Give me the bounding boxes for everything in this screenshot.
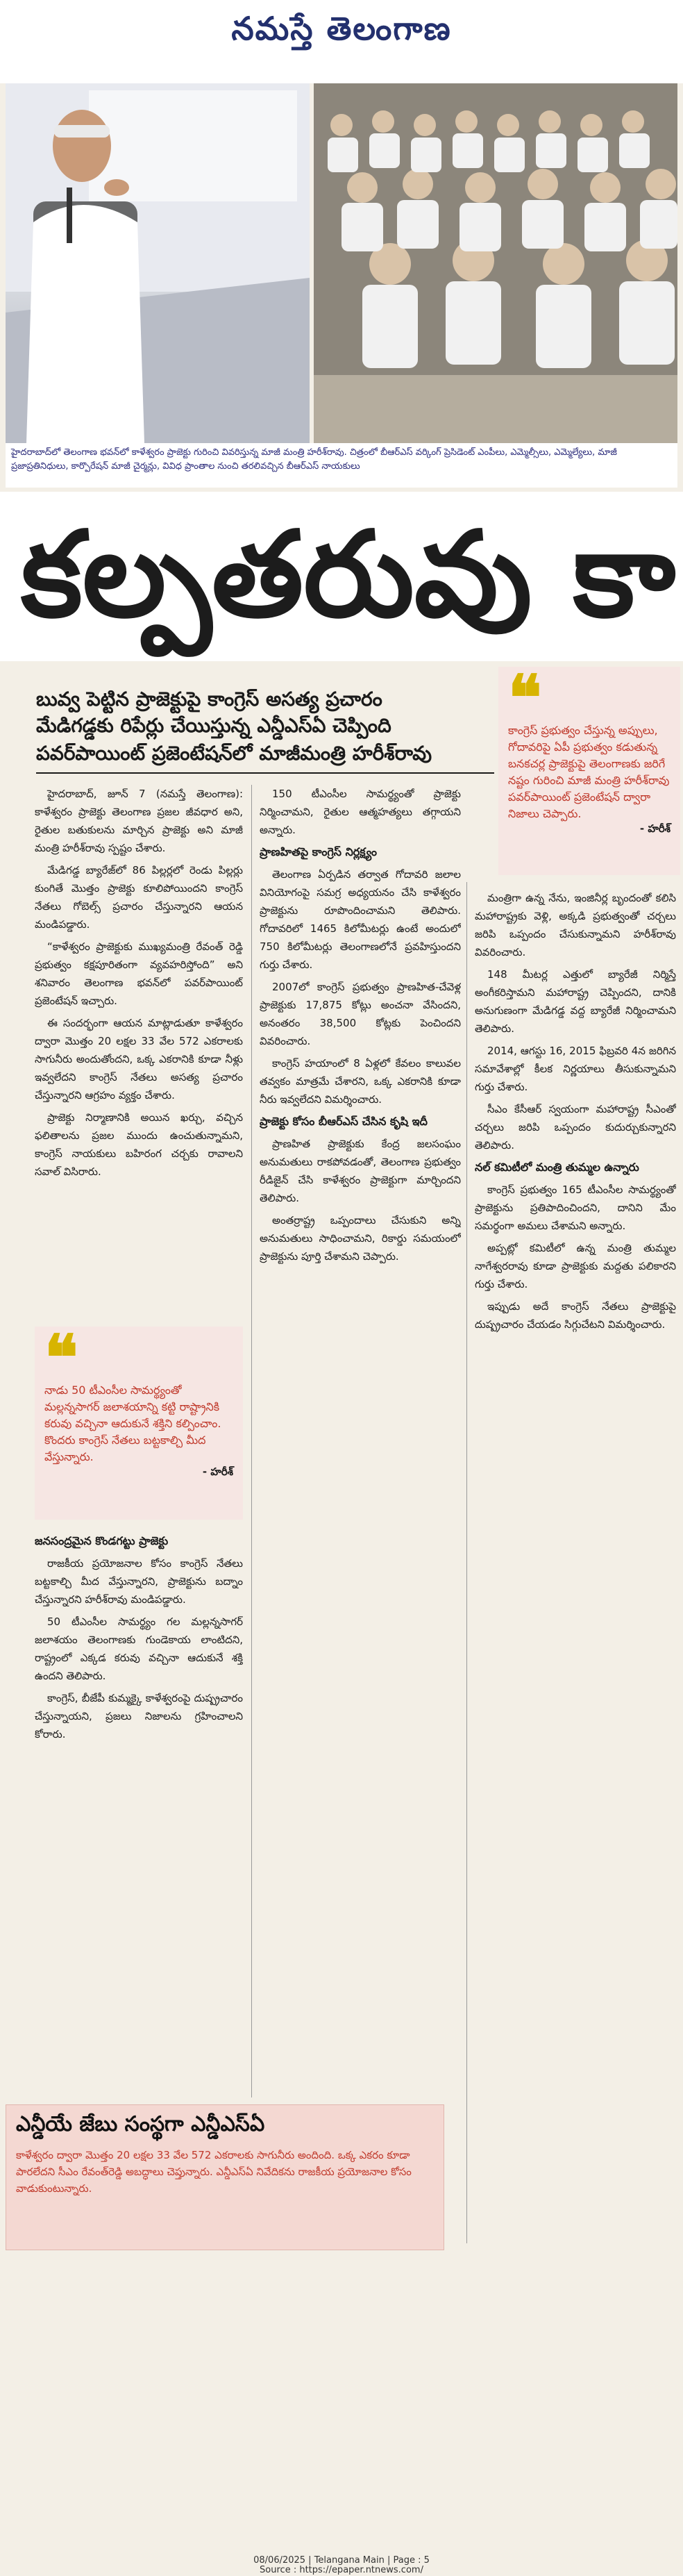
footer-source-link[interactable]: Source : https://epaper.ntnews.com/: [260, 2565, 423, 2575]
pull-quote-mid-author: - హరీశ్: [202, 1465, 233, 1478]
nda-sidebar-box: [6, 2104, 444, 2250]
column-divider-2: [466, 882, 467, 2243]
headline-banner: [0, 492, 683, 661]
pull-quote-top-author: - హరీశ్: [639, 822, 671, 835]
paragraph: మంత్రిగా ఉన్న నేను, ఇంజినీర్ల బృందంతో కలిసి మహారాష్ట్రకు వెళ్లి, అక్కడి ప్రభుత్వంతో చర్చలు జరిపి ఒప్పందం చేసుకున్నామని హరీశ్‌రావు వివరించారు.: [475, 892, 676, 958]
paragraph: 50 టీఎంసీల సామర్థ్యం గల మల్లన్నసాగర్ జలాశయం తెలంగాణకు గుండెకాయ లాంటిదని, రాష్ట్రంలో ఎక్కడ కరువు వచ్చినా ఆదుకునే శక్తి ఉందని తెలిపారు.: [35, 1615, 243, 1682]
paragraph: ప్రాణహిత ప్రాజెక్టుకు కేంద్ర జలసంఘం అనుమతులు రాకపోవడంతో, తెలంగాణ ప్రభుత్వం రీడిజైన్ చేసి కాళేశ్వరం ప్రాజెక్టుగా మార్చిందని తెలిపారు.: [260, 1138, 461, 1204]
speaker-photo-illustration: [6, 83, 310, 443]
pull-quote-mid: [35, 1321, 243, 1520]
article-column-1b: [35, 1528, 243, 2097]
subhead-2: మేడిగడ్డకు రిపేర్లు చేయిస్తున్న ఎన్డీఎస్‌ఏ చెప్పింది: [36, 714, 391, 737]
section-heading: ప్రాజెక్టు కోసం బీఆర్‌ఎస్ చేసిన కృషి ఇదీ: [260, 1115, 428, 1128]
speaker-photo: [6, 83, 310, 443]
photo-strip: [6, 83, 677, 443]
page-footer: [0, 2556, 683, 2575]
paragraph: ప్రాజెక్టు నిర్మాణానికి అయిన ఖర్చు, వచ్చిన ఫలితాలను ప్రజల ముందు ఉంచుతున్నామని, కాంగ్రెస్ నాయకులు బహిరంగ చర్చకు రావాలని సవాల్ విసిరారు.: [35, 1111, 243, 1178]
paragraph: రాజకీయ ప్రయోజనాల కోసం కాంగ్రెస్ నేతలు బట్టకాల్చి మీద వేస్తున్నారని, ప్రాజెక్టును బద్నాం చేస్తున్నారని హరీశ్‌రావు మండిపడ్డారు.: [35, 1557, 243, 1606]
paragraph: 2007లో కాంగ్రెస్ ప్రభుత్వం ప్రాణహిత-చేవెళ్ల ప్రాజెక్టుకు 17,875 కోట్లు అంచనా వేసిందని, అనంతరం 38,500 కోట్లకు పెంచిందని వివరించారు.: [260, 981, 461, 1047]
quote-mark-icon: ❝: [44, 1321, 78, 1395]
paragraph: అంతర్రాష్ట్ర ఒప్పందాలు చేసుకుని అన్ని అనుమతులు సాధించామని, రికార్డు సమయంలో ప్రాజెక్టును పూర్తి చేశామని చెప్పారు.: [260, 1214, 461, 1263]
article-column-2: [260, 785, 461, 2097]
pull-quote-top-text: కాంగ్రెస్ ప్రభుత్వం చేస్తున్న అప్పులు, గోదావరిపై ఏపీ ప్రభుత్వం కడుతున్న బనకచర్ల ప్రాజెక్టుపై తెలంగాణకు జరిగే నష్టం గురించి మాజీ మంత్రి హరీశ్‌రావు పవర్‌పాయింట్ ప్రజెంటేషన్ ద్వారా నిజాలు చెప్పారు.: [508, 724, 670, 820]
masthead: [0, 0, 683, 83]
paragraph: 150 టీఎంసీల సామర్థ్యంతో ప్రాజెక్టు నిర్మించామని, రైతుల ఆత్మహత్యలు తగ్గాయని అన్నారు.: [260, 788, 461, 836]
pull-quote-top: [498, 661, 680, 875]
nda-box-title: ఎన్డీయే జేబు సంస్థగా ఎన్డీఎస్‌ఏ: [16, 2112, 265, 2136]
article-column-3: [475, 889, 676, 2243]
audience-photo: [314, 83, 677, 443]
paragraph: 2014, ఆగస్టు 16, 2015 ఫిబ్రవరి 4న జరిగిన సమావేశాల్లో కీలక నిర్ణయాలు తీసుకున్నామని గుర్తు చేశారు.: [475, 1045, 676, 1093]
audience-photo-illustration: [314, 83, 677, 443]
footer-date-line: 08/06/2025 | Telangana Main | Page : 5: [253, 2555, 430, 2566]
paragraph: ఇప్పుడు అదే కాంగ్రెస్ నేతలు ప్రాజెక్టుపై దుష్ప్రచారం చేయడం సిగ్గుచేటని విమర్శించారు.: [475, 1300, 676, 1331]
section-heading: ప్రాణహితపై కాంగ్రెస్ నిర్లక్ష్యం: [260, 845, 378, 858]
subhead-1: బువ్వ పెట్టిన ప్రాజెక్టుపై కాంగ్రెస్ అసత్య ప్రచారం: [36, 688, 382, 711]
article-column-1: [35, 785, 243, 1320]
paragraph: సీఎం కేసీఆర్ స్వయంగా మహారాష్ట్ర సీఎంతో చర్చలు జరిపి ఒప్పందం కుదుర్చుకున్నారని తెలిపారు.: [475, 1103, 676, 1152]
paragraph: తెలంగాణ ఏర్పడిన తర్వాత గోదావరి జలాల వినియోగంపై సమగ్ర అధ్యయనం చేసి కాళేశ్వరం ప్రాజెక్టును రూపొందించామని తెలిపారు. గోదావరిలో 1465 కిలోమీటర్లు ఉంటే అందులో 750 కిలోమీటర్లు తెలంగాణలోనే ప్రవహిస్తుందని గుర్తు చేశారు.: [260, 868, 461, 971]
paragraph: అప్పట్లో కమిటీలో ఉన్న మంత్రి తుమ్మల నాగేశ్వరరావు కూడా ప్రాజెక్టుకు మద్దతు పలికారని గుర్తు చేశారు.: [475, 1242, 676, 1290]
paragraph: కాంగ్రెస్ ప్రభుత్వం 165 టీఎంసీల సామర్థ్యంతో ప్రాజెక్టును ప్రతిపాదించిందని, దానిని మేం సమర్థంగా అమలు చేశామని అన్నారు.: [475, 1183, 676, 1232]
newspaper-title: నమస్తే తెలంగాణ: [231, 10, 452, 47]
section-heading: నల్ కమిటీలో మంత్రి తుమ్మల ఉన్నారు: [475, 1161, 639, 1174]
paragraph: కాంగ్రెస్, బీజేపీ కుమ్మక్కై కాళేశ్వరంపై దుష్ప్రచారం చేస్తున్నాయని, ప్రజలు నిజాలను గ్రహించాలని కోరారు.: [35, 1692, 243, 1740]
subhead-rule: [36, 772, 494, 774]
paragraph: కాంగ్రెస్ హయాంలో 8 ఏళ్లలో కేవలం కాలువల తవ్వకం మాత్రమే చేశారని, ఒక్క ఎకరానికి కూడా నీరు ఇవ్వలేదని విమర్శించారు.: [260, 1057, 461, 1106]
paragraph: ఈ సందర్భంగా ఆయన మాట్లాడుతూ కాళేశ్వరం ద్వారా మొత్తం 20 లక్షల 33 వేల 572 ఎకరాలకు సాగునీరు అందుతోందని, ఒక్క ఎకరానికి కూడా నీళ్లు ఇవ్వలేదని కాంగ్రెస్ నేతలు అసత్య ప్రచారం చేస్తున్నారని ఆగ్రహం వ్యక్తం చేశారు.: [35, 1017, 243, 1102]
nda-box-text: కాళేశ్వరం ద్వారా మొత్తం 20 లక్షల 33 వేల 572 ఎకరాలకు సాగునీరు అందింది. ఒక్క ఎకరం కూడా పారలేదని సీఎం రేవంత్‌రెడ్డి అబద్ధాలు చెప్తున్నారు. ఎన్డీఎస్‌ఏ నివేదికను రాజకీయ ప్రయోజనాల కోసం వాడుకుంటున్నారు.: [16, 2149, 412, 2195]
paragraph: హైదరాబాద్, జూన్ 7 (నమస్తే తెలంగాణ): కాళేశ్వరం ప్రాజెక్టు తెలంగాణ ప్రజల జీవధార అని, రైతుల బతుకులను మార్చిన ప్రాజెక్టు అని మాజీ మంత్రి హరీశ్‌రావు స్పష్టం చేశారు.: [35, 788, 243, 854]
pull-quote-mid-text: నాడు 50 టీఎంసీల సామర్థ్యంతో మల్లన్నసాగర్ జలాశయాన్ని కట్టి రాష్ట్రానికి కరువు వచ్చినా ఆదుకునే శక్తిని కల్పించాం. కొందరు కాంగ్రెస్ నేతలు బట్టకాల్చి మీద వేస్తున్నారు.: [44, 1383, 221, 1463]
paragraph: మేడిగడ్డ బ్యారేజ్‌లో 86 పిల్లర్లలో రెండు పిల్లర్లు కుంగితే మొత్తం ప్రాజెక్టు కూలిపోయిందని కాంగ్రెస్ నేతలు గోబెల్స్ ప్రచారం చేస్తున్నారని ఆయన మండిపడ్డారు.: [35, 864, 243, 931]
photo-caption: హైదరాబాద్‌లో తెలంగాణ భవన్‌లో కాళేశ్వరం ప్రాజెక్టు గురించి వివరిస్తున్న మాజీ మంత్రి హరీశ్‌రావు. చిత్రంలో బీఆర్‌ఎస్ వర్కింగ్ ప్రెసిడెంట్ ఎంపీలు, ఎమ్మెల్సీలు, ఎమ్మెల్యేలు, మాజీ ప్రజాప్రతినిధులు, కార్పొరేషన్ మాజీ చైర్మన్లు, వివిధ ప్రాంతాల నుంచి తరలివచ్చిన బీఆర్‌ఎస్ నాయకులు: [6, 443, 677, 488]
paragraph: “కాళేశ్వరం ప్రాజెక్టుకు ముఖ్యమంత్రి రేవంత్ రెడ్డి ప్రభుత్వం కక్షపూరితంగా వ్యవహరిస్తోంది” అని శనివారం తెలంగాణ భవన్‌లో పవర్‌పాయింట్ ప్రజెంటేషన్ ఇచ్చారు.: [35, 940, 243, 1007]
quote-mark-icon: ❝: [508, 661, 542, 735]
paragraph: 148 మీటర్ల ఎత్తులో బ్యారేజీ నిర్మిస్తే అంగీకరిస్తామని మహారాష్ట్ర చెప్పిందని, దానికి అనుగుణంగా మేడిగడ్డ వద్ద బ్యారేజీ నిర్మించామని తెలిపారు.: [475, 968, 676, 1035]
subhead-3: పవర్‌పాయింట్ ప్రజెంటేషన్‌లో మాజీమంత్రి హరీశ్‌రావు: [36, 742, 432, 765]
section-heading: జనసంద్రమైన కొండగట్టు ప్రాజెక్టు: [35, 1534, 169, 1547]
column-divider-1: [251, 785, 252, 2097]
headline: కల్పతరువు కా: [21, 505, 676, 644]
